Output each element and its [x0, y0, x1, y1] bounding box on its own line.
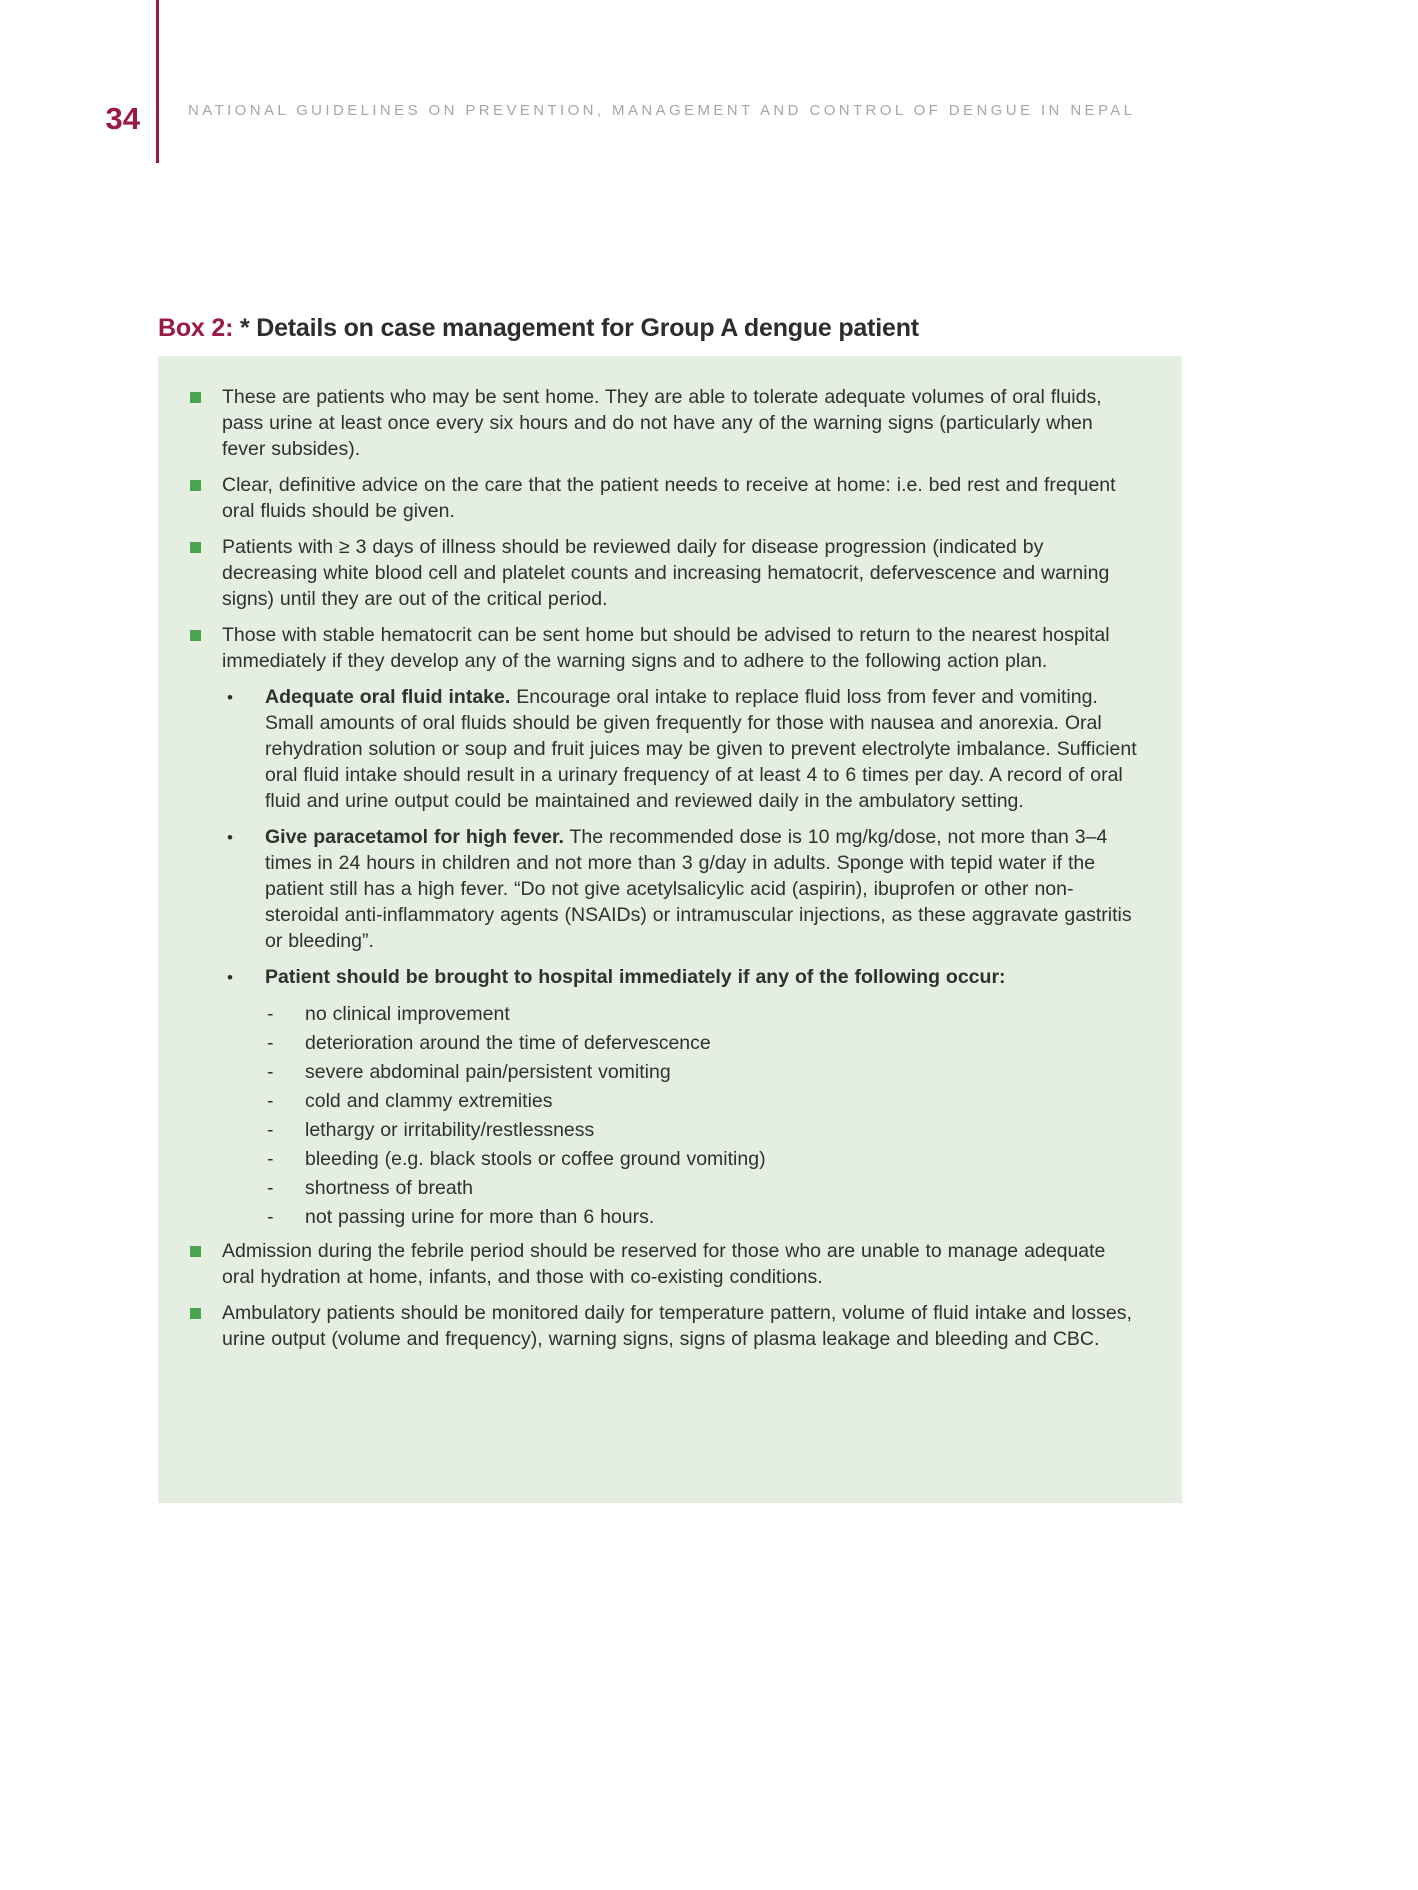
list-item [158, 1059, 1137, 1085]
info-box [158, 356, 1182, 1503]
list-item [158, 1117, 1137, 1143]
list-item [158, 1001, 1137, 1027]
square-bullet-icon [190, 542, 201, 553]
dash-bullet-icon [267, 1059, 305, 1085]
list-item [158, 1300, 1137, 1352]
dash-bullet-icon [267, 1088, 305, 1114]
dash-bullet-icon [267, 1146, 305, 1172]
bullet-text: not passing urine for more than 6 hours. [305, 1206, 655, 1228]
square-bullet-icon [190, 392, 201, 403]
dash-bullet-icon [267, 1001, 305, 1027]
square-bullet-icon [190, 480, 201, 491]
bullet-text: Ambulatory patients should be monitored daily for temperature pattern, volume of fluid intake and losses, urine output (volume and frequency), warning signs, signs of plasma leakage and bleeding and CBC. [222, 1302, 1132, 1350]
dot-bullet-icon [227, 824, 265, 954]
bullet-text: shortness of breath [305, 1177, 473, 1199]
header-rule [156, 0, 159, 163]
bullet-lead: Patient should be brought to hospital immediately if any of the following occur: [265, 966, 1006, 988]
bullet-text: no clinical improvement [305, 1003, 510, 1025]
page-number: 34 [105, 101, 140, 136]
dot-bullet-icon [227, 684, 265, 814]
square-bullet-icon [190, 630, 201, 641]
list-item [158, 1030, 1137, 1056]
box-title-text: * Details on case management for Group A dengue patient [233, 314, 919, 342]
bullet-text [265, 824, 1137, 954]
list-item [158, 1088, 1137, 1114]
list-item [158, 1238, 1137, 1290]
bullet-lead: Adequate oral fluid intake. [265, 686, 511, 708]
bullet-text: Admission during the febrile period should be reserved for those who are unable to manage adequate oral hydration at home, infants, and those with co-existing conditions. [222, 1240, 1106, 1288]
dash-bullet-icon [267, 1117, 305, 1143]
bullet-lead: Give paracetamol for high fever. [265, 826, 564, 848]
square-bullet-icon [190, 1308, 201, 1319]
list-item [158, 384, 1137, 462]
dash-bullet-icon [267, 1175, 305, 1201]
bullet-text: Patients with ≥ 3 days of illness should be reviewed daily for disease progression (indicated by decreasing white blood cell and platelet counts and increasing hematocrit, defervescence and warning signs) until they are out of the critical period. [222, 536, 1110, 610]
dash-list [158, 1001, 1137, 1230]
list-item [158, 622, 1137, 674]
box-label: Box 2: [158, 314, 234, 342]
bullet-text: severe abdominal pain/persistent vomiting [305, 1061, 671, 1083]
bullet-text: cold and clammy extremities [305, 1090, 553, 1112]
list-item [158, 534, 1137, 612]
bullet-text: Clear, definitive advice on the care that the patient needs to receive at home: i.e. bed rest and frequent oral fluids should be given. [222, 474, 1116, 522]
bullet-text: lethargy or irritability/restlessness [305, 1119, 595, 1141]
bullet-body: The recommended dose is 10 mg/kg/dose, not more than 3–4 times in 24 hours in children and not more than 3 g/day in adults. Sponge with tepid water if the patient still has a high fever. “Do not give acetylsalicylic acid (aspirin), ibuprofen or other non-steroidal anti-inflammatory agents (NSAIDs) or intramuscular injections, as these aggravate gastritis or bleeding”. [265, 826, 1132, 952]
bullet-text [265, 684, 1137, 814]
list-item [158, 1146, 1137, 1172]
running-title: NATIONAL GUIDELINES ON PREVENTION, MANAGEMENT AND CONTROL OF DENGUE IN NEPAL [188, 102, 1136, 119]
bullet-text: bleeding (e.g. black stools or coffee ground vomiting) [305, 1148, 766, 1170]
bullet-text: deterioration around the time of defervescence [305, 1032, 711, 1054]
square-bullet-icon [190, 1246, 201, 1257]
box-title [158, 314, 919, 343]
dash-bullet-icon [267, 1030, 305, 1056]
list-item [158, 684, 1137, 814]
list-item [158, 824, 1137, 954]
list-item [158, 1204, 1137, 1230]
dot-bullet-icon [227, 964, 265, 991]
list-item [158, 1175, 1137, 1201]
dash-bullet-icon [267, 1204, 305, 1230]
bullet-text: Those with stable hematocrit can be sent home but should be advised to return to the nearest hospital immediately if they develop any of the warning signs and to adhere to the following action plan. [222, 624, 1110, 672]
bullet-text: These are patients who may be sent home. They are able to tolerate adequate volumes of oral fluids, pass urine at least once every six hours and do not have any of the warning signs (particularly when fever subsides). [222, 386, 1102, 460]
bullet-text [265, 964, 1006, 991]
bullet-body: Encourage oral intake to replace fluid loss from fever and vomiting. Small amounts of oral fluids should be given frequently for those with nausea and anorexia. Oral rehydration solution or soup and fruit juices may be given to prevent electrolyte imbalance. Sufficient oral fluid intake should result in a urinary frequency of at least 4 to 6 times per day. A record of oral fluid and urine output could be maintained and reviewed daily in the ambulatory setting. [265, 686, 1137, 812]
list-item [158, 964, 1137, 991]
list-item [158, 472, 1137, 524]
